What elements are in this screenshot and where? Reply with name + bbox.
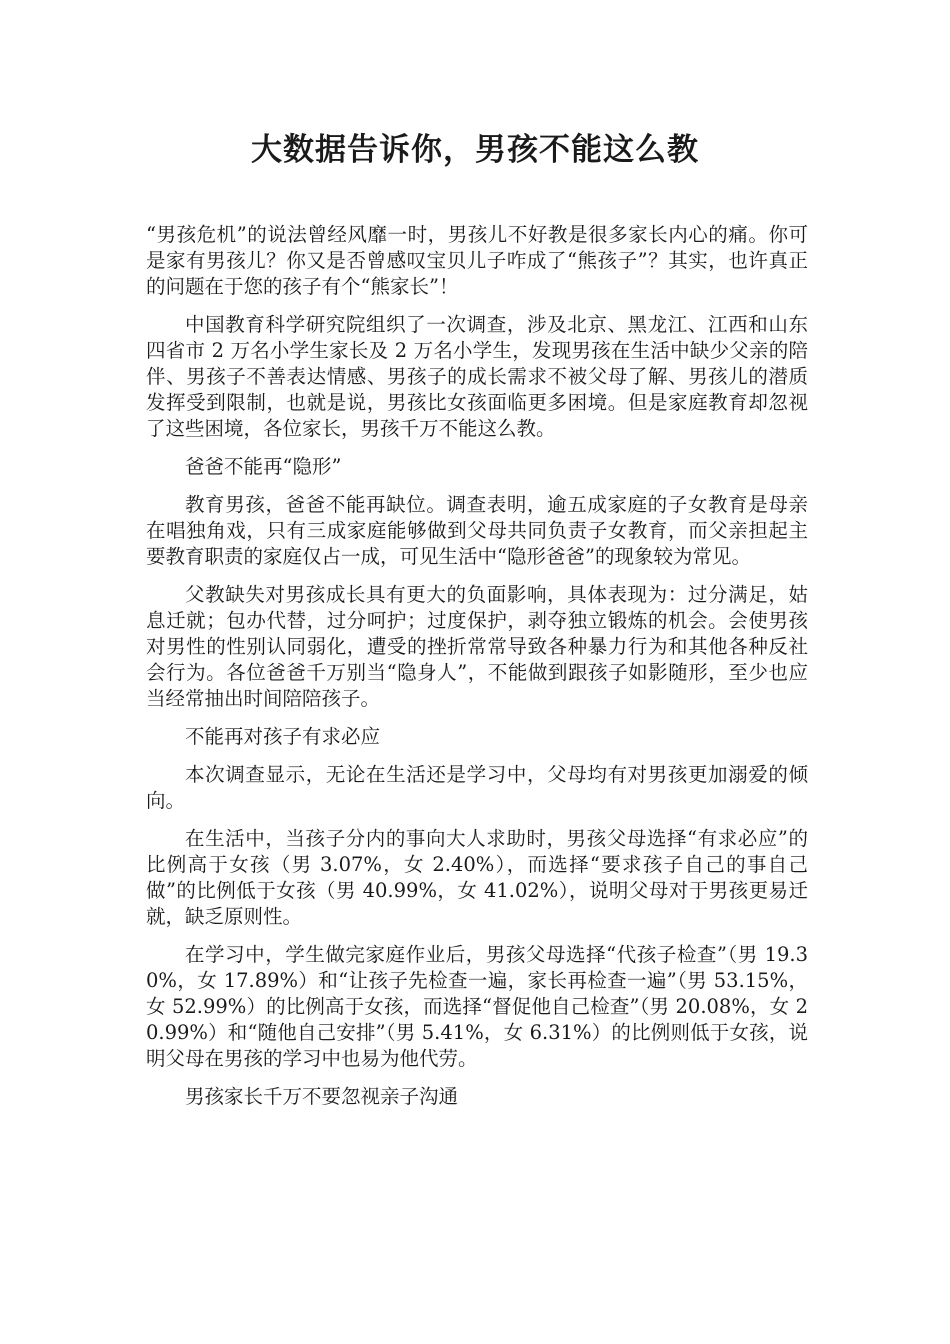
document-body <box>146 222 808 1122</box>
life-statistics-paragraph: 在生活中，当孩子分内的事向大人求助时，男孩父母选择“有求必应”的比例高于女孩（男 3.07%，女 2.40%），而选择“要求孩子自己的事自己做”的比例低于女孩（男 40.99%，女 41.02%），说明父母对于男孩更易迁就，缺乏原则性。 <box>146 827 808 928</box>
study-statistics-paragraph: 在学习中，学生做完家庭作业后，男孩父母选择“代孩子检查”（男 19.30%，女 17.89%）和“让孩子先检查一遍，家长再检查一遍”（男 53.15%，女 52.99%）的比例高于女孩，而选择“督促他自己检查”（男 20.08%，女 20.99%）和“随他自己安排”（男 5.41%，女 6.31%）的比例则低于女孩，说明父母在男孩的学习中也易为他代劳。 <box>146 943 808 1070</box>
indulgence-summary-paragraph: 本次调查显示，无论在生活还是学习中，父母均有对男孩更加溺爱的倾向。 <box>146 763 808 812</box>
section-heading-indulgence: 不能再对孩子有求必应 <box>185 725 381 748</box>
document-title: 大数据告诉你，男孩不能这么教 <box>251 132 699 168</box>
section-heading-communication: 男孩家长千万不要忽视亲子沟通 <box>185 1085 459 1108</box>
father-impact-paragraph: 父教缺失对男孩成长具有更大的负面影响，具体表现为：过分满足，姑息迁就；包办代替，过分呵护；过度保护，剥夺独立锻炼的机会。会使男孩对男性的性别认同弱化，遭受的挫折常常导致各种暴力行为和其他各种反社会行为。各位爸爸千万别当“隐身人”，不能做到跟孩子如影随形，至少也应当经常抽出时间陪陪孩子。 <box>146 583 808 710</box>
section-heading-father: 爸爸不能再“隐形” <box>185 455 342 478</box>
intro-paragraph: “男孩危机”的说法曾经风靡一时，男孩儿不好教是很多家长内心的痛。你可是家有男孩儿？你又是否曾感叹宝贝儿子咋成了“熊孩子”？其实，也许真正的问题在于您的孩子有个“熊家长”！ <box>146 223 808 298</box>
survey-paragraph: 中国教育科学研究院组织了一次调查，涉及北京、黑龙江、江西和山东四省市 2 万名小学生家长及 2 万名小学生，发现男孩在生活中缺少父亲的陪伴、男孩子不善表达情感、男孩子的成长需求不被父母了解、男孩儿的潜质发挥受到限制，也就是说，男孩比女孩面临更多困境。但是家庭教育却忽视了这些困境，各位家长，男孩千万不能这么教。 <box>146 313 808 440</box>
father-absence-paragraph: 教育男孩，爸爸不能再缺位。调查表明，逾五成家庭的子女教育是母亲在唱独角戏，只有三成家庭能够做到父母共同负责子女教育，而父亲担起主要教育职责的家庭仅占一成，可见生活中“隐形爸爸”的现象较为常见。 <box>146 493 808 568</box>
